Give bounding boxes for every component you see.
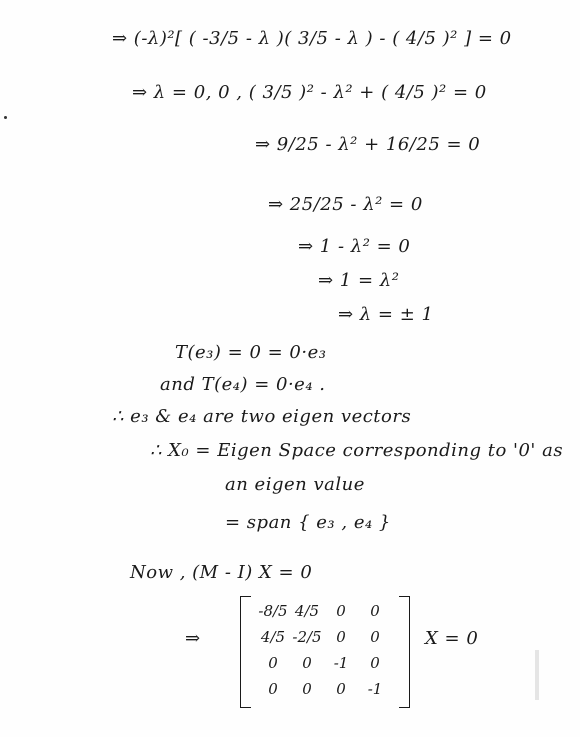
eigen-vectors-statement: ∴ e₃ & e₄ are two eigen vectors (112, 406, 412, 427)
matrix-cell: 0 (302, 680, 312, 698)
now-equation: Now , (M - I) X = 0 (130, 562, 313, 583)
matrix-cell: 4/5 (260, 628, 286, 646)
matrix-left-bracket (240, 596, 251, 708)
matrix-cell: 0 (370, 602, 380, 620)
matrix-cell: 0 (370, 628, 380, 646)
matrix (240, 596, 410, 706)
eigen-space-statement: ∴ X₀ = Eigen Space corresponding to '0' as (150, 440, 564, 461)
matrix-cell: -1 (333, 654, 349, 672)
matrix-cell: -1 (367, 680, 383, 698)
transformation-e4: and T(e₄) = 0·e₄ . (160, 374, 326, 395)
span-statement: = span { e₃ , e₄ } (225, 512, 391, 533)
matrix-cell: 0 (336, 602, 346, 620)
equation-line-7: ⇒ λ = ± 1 (338, 304, 434, 325)
paper-speck (4, 116, 7, 119)
matrix-cell: 0 (336, 628, 346, 646)
matrix-row-3 (256, 654, 392, 672)
matrix-cell: 0 (370, 654, 380, 672)
equation-line-4: ⇒ 25/25 - λ² = 0 (268, 194, 423, 215)
implies-arrow: ⇒ (185, 628, 201, 649)
matrix-cell: 0 (302, 654, 312, 672)
matrix-cell: 0 (336, 680, 346, 698)
matrix-cell: 0 (268, 680, 278, 698)
matrix-row-2 (256, 628, 392, 646)
matrix-row-4 (256, 680, 392, 698)
matrix-row-1 (256, 602, 392, 620)
matrix-cell: 4/5 (294, 602, 320, 620)
matrix-right-bracket (399, 596, 410, 708)
matrix-cell: 0 (268, 654, 278, 672)
matrix-equals-zero: X = 0 (425, 628, 479, 649)
equation-line-6: ⇒ 1 = λ² (318, 270, 400, 291)
equation-line-3: ⇒ 9/25 - λ² + 16/25 = 0 (255, 134, 481, 155)
transformation-e3: T(e₃) = 0 = 0·e₃ (175, 342, 327, 363)
equation-line-1: ⇒ (-λ)²[ ( -3/5 - λ )( 3/5 - λ ) - ( 4/5 )² ] = 0 (112, 28, 512, 49)
eigen-value-text: an eigen value (225, 474, 365, 495)
matrix-cell: -2/5 (292, 628, 322, 646)
matrix-cell: -8/5 (258, 602, 288, 620)
faint-margin-mark (535, 650, 539, 700)
equation-line-2: ⇒ λ = 0, 0 , ( 3/5 )² - λ² + ( 4/5 )² = 0 (132, 82, 487, 103)
equation-line-5: ⇒ 1 - λ² = 0 (298, 236, 411, 257)
